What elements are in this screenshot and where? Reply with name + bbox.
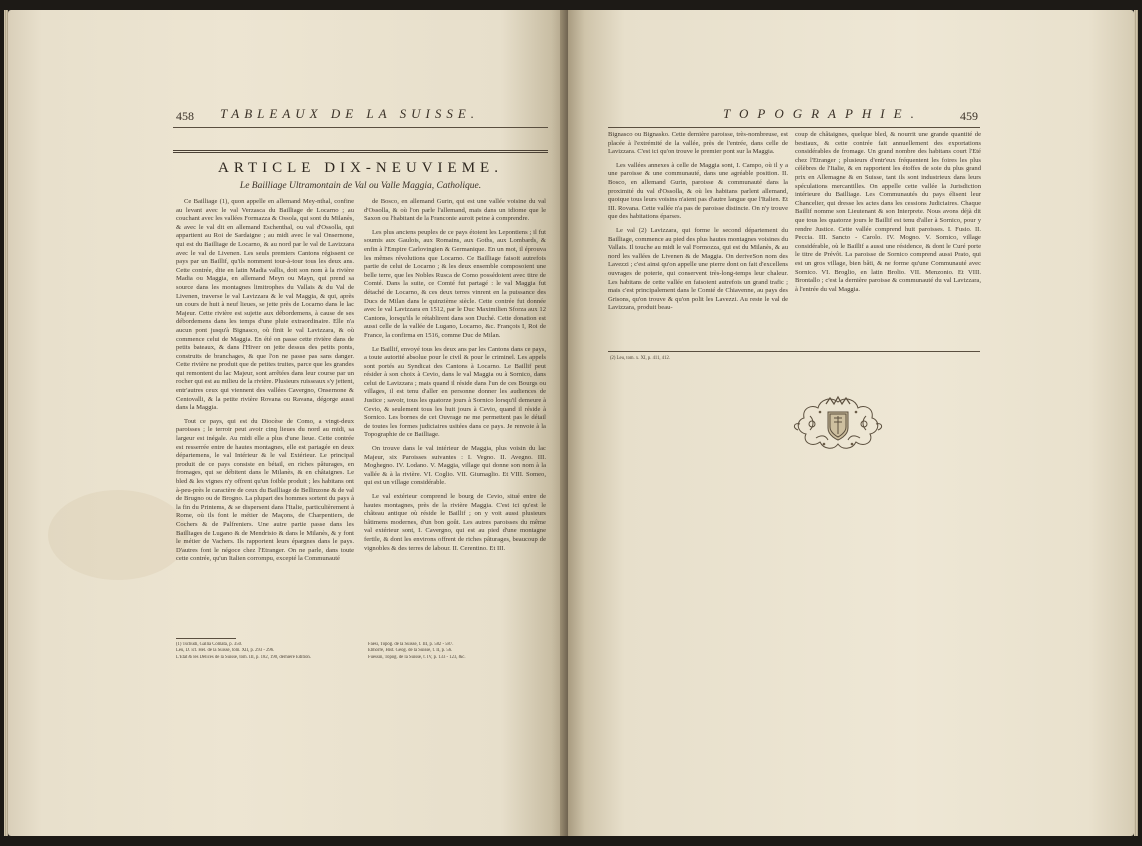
left-folio: 458 bbox=[176, 109, 194, 123]
paragraph: Bignasco ou Bignasko. Cette dernière paroisse, très-nombreuse, est placée à l'extrémité de la vallée, près de l'entrée, dans celle de Lavizzara. C'est ici qu'on trouve le premier pont sur la Maggia. bbox=[608, 131, 788, 156]
left-footnotes-1 bbox=[176, 642, 354, 661]
left-footnote-rule bbox=[176, 638, 236, 639]
footnote: (1) Tschudi, Gallia Comata, p. 350. bbox=[176, 642, 243, 647]
right-footnote: (2) Leu, tom. x. XI, p. 411, 412. bbox=[610, 356, 670, 361]
paragraph: Les plus anciens peuples de ce pays étoient les Lepontiens ; il fut soumis aux Gaulois, aux Romains, aux Goths, aux Lombards, & enfin à l'Empire Carlovingien & Germanique. En un mot, il éprouva les mêmes révolutions que Locarno. Ce Bailliage faisoit autrefois partie de celui de Locarno ; & les deux ensemble composoient une belle terre, que les Nobles Rusca de Como possédoient avec titre de Comté. Dans la suite, ce Comté fut partagé : le val Maggia fut détaché de Locarno, & ces deux terres vinrent en la puissance des Ducs de Milan dans le quinzième siècle. Cette contrée fut donnée avec le val Lavizzara en 1512, par le Duc Maximilien Sforza aux 12 Cantons, lorsqu'ils le rétablirent dans son Duché. Cette donation est aussi celle de la vallée de Lugano, Locarno, &c. François I, Roi de France, la confirma en 1516, comme Duc de Milan. bbox=[364, 228, 546, 339]
footnote: Ebhorre, Hist. Géog. de la Suisse, t. II, p. 56. bbox=[368, 648, 453, 654]
footnote: L'Etat & les Délices de la Suisse, tom. III, p. 182, 190, dernière Edition. bbox=[176, 654, 311, 660]
paragraph: de Bosco, en allemand Gurin, qui est une vallée voisine du val d'Ossolla, & où l'on parle l'allemand, mais dans un idiome que le Saxon ou l'habitant de la Franconie auroit peine à comprendre. bbox=[364, 198, 546, 223]
paragraph: Ce Bailliage (1), quon appelle en allemand Mey-nthal, confine au levant avec le val Verzasca du Bailliage de Locarno ; au couchant avec les vallées Formazza & Ossola, qui sont du Milanès, & avec le val dit en allemand Eschenthal, ou val d'Ossolla, qui appartient au Roi de Sardaigne ; au midi avec le val Onsernone, qui est du Bailliage de Locarno, & au nord par le val de Lavizzara avec le val de Livenen. Les seuls premiers Cantons régissent ce pays par un Baillif, qu'ils nomment tour-à-tour tous les deux ans. Cette contrée, dite en latin Madia vallis, doit son nom à la rivière Madia ou Maggia, en allemand Meyn ou Mayn, qui prend sa source dans les montagnes limitrophes du Vallais & du Val de Livenen, traverse le val Lavizzara & le val Maggia, & qui, après un cours de huit à neuf lieues, se jette près de Locarno dans le lac Majeur. Cette rivière est sujette aux débordemens, à cause de ses débordemens dans les temps d'une pluie extraordinaire. Elle n'a aucun pont jusqu'à Bignasco, où finit le val Lavizzara, & où commence celui de Maggia. En été on passe cette rivière dans de petits bateaux, & dans l'Hiver on jette dessus des petits ponts, construits de branchages, & que l'on ne passe pas sans danger. Cette rivière ne produit que de petites truites, parce que les grandes qui remontent du lac Majeur, sont arrêtées dans leur course par un rocher qui est au milieu de la rivière. Plusieurs ruisseaux s'y jettent, entr'autres ceux qui viennent des vallées Cavergno, Onsernone & Centovalli, & la petite rivière Rovana ou Ravana, dégorge aussi dans la Maggia. bbox=[176, 198, 354, 412]
paragraph: Les vallées annexes à celle de Maggia sont, I. Campo, où il y a une paroisse & une communauté, dans une agréable position. II. Bosco, en allemand Gurin, paroisse & communauté dans la proximité du val d'Ossolla, & où les habitans parlent allemand, quoique tous leurs voisins n'aient pas d'autre langue que l'Italien. Et III. Rovana. Cette vallée n'a pas de paroisse distincte. On n'y trouve que des habitations éparses. bbox=[608, 161, 788, 221]
paragraph: Tout ce pays, qui est du Diocèse de Como, a vingt-deux paroisses ; le terroir peut avoir cinq lieues du nord au midi, sa largeur est inégale. Au midi elle a plus d'une lieue. Cette contrée est resserrée entre de hautes montagnes, elle est partagée en deux départemens, le val Intérieur & le val Extérieur. Le principal produit de ce pays consiste en bétail, en riches pâturages, en fromages, qui se débitent dans le Milanès, & en châtaignes. Le bled & les vignes n'y offrent qu'un foible produit ; les habitans ont à-peu-près le caractère de ceux du Bailliage de Bellinzone & de val de Brugno ou de Brogno. La plupart des hommes sortent du pays à la fin du Printems, & se dispersent dans l'Italie, particulièrement à Rome, où ils font le métier de Maçons, de Charpentiers, de Cochers & de Palfreniers. Une autre partie passe dans les Bailliages de Lugano & de Mendrisio & dans le Milanès, & y font le métier de Vachers. Ils rapportent leurs épargnes dans le pays. D'autres font le négoce chez l'Etranger. On ne parle, dans toute cette contrée, qu'un Italien corrompu, excepté la Communauté bbox=[176, 417, 354, 563]
heraldic-vignette bbox=[790, 394, 886, 456]
right-head-rule bbox=[608, 127, 980, 128]
right-column-2 bbox=[795, 131, 981, 346]
article-title: ARTICLE DIX-NEUVIEME. bbox=[218, 160, 503, 176]
left-footnotes-2 bbox=[368, 642, 546, 661]
left-page bbox=[8, 10, 568, 836]
right-folio: 459 bbox=[960, 109, 978, 123]
footnote: Fuessin, Topog. de la Suisse, t. IV, p. 133 - 123, &c. bbox=[368, 654, 466, 660]
paragraph: On trouve dans le val intérieur de Maggia, plus voisin du lac Majeur, six Paroisses suivantes : I. Vegno. II. Avegno. III. Moghegno. IV. Lodano. V. Maggia, village qui donne son nom à la vallée & à la rivière. VI. Coglio. VII. Giumaglio. Et VIII. Someo, qui est un village considérable. bbox=[364, 445, 546, 487]
right-page-edge bbox=[1134, 10, 1138, 836]
footnote: Faesi, Topog. de la Suisse, t. III, p. 582 - 587. bbox=[368, 642, 454, 647]
paragraph: Le val (2) Lavizzara, qui forme le second département du Bailliage, commence au pied des plus hautes montagnes voisines du Vallais. Il touche au midi le val Formozza, qui est du Milanès, & au nord les vallées de Livenen & de Maggia. On deriveSon nom des Lavezzi ; c'est ainsi qu'on appelle une pierre dont on fait d'excellens ouvrages de poterie, qui conservent très-long-temps leur chaleur. Les habitans de cette vallée en faisoient autrefois un grand trafic ; mais c'est principalement dans le Comté de Chiavenne, au pays des Grisons, qu'on trouve & qu'on polit les Lavezzi. Au reste le val de Lavizzara, produit beau- bbox=[608, 226, 788, 312]
left-title-rule bbox=[173, 150, 548, 153]
right-footnote-rule bbox=[608, 351, 980, 352]
left-column-2 bbox=[364, 198, 546, 628]
paragraph: Le Baillif, envoyé tous les deux ans par les Cantons dans ce pays, a toute autorité absolue pour le civil & pour le criminel. Les appels sont portés au Syndicat des Cantons à Locarno. Le Baillif peut résider à son choix à Cevio, dans le val Maggia ou à Sornico, dans celui de Lavizzara ; mais quand il réside dans l'un de ces Bourgs ou villages, il est tenu d'aller en personne donner les audiences de Justice ; savoir, tous les quatorze jours à Sornico lorsqu'il demeure à Cevio, & seulement tous les huit jours à Cevio, quand il réside à Sornico. Les bornes de cet Ouvrage ne me permettent pas le détail de toutes les formes judiciaires usitées dans ce pays. Je renvoie à la Topographie de ce Bailliage. bbox=[364, 345, 546, 439]
paragraph: coup de châtaignes, quelque bled, & nourrit une grande quantité de bestiaux, & cette contrée fait annuellement des exportations considérables de fromage. Un grand nombre des habitans court l'Eté chez l'Etranger ; plusieurs d'entr'eux fréquentent les foires les plus célèbres de l'Italie, & en rapportent les étoffes de soie du plus grand prix en Allemagne & en Suisse, tant ils sont industrieux dans leurs spéculations mercantilles. On appelle cette vallée la Jurisdiction intérieure du Bailliage. Les Communautés du pays élisent leur Chancelier, qui dresse les actes dans les cessions Judiciaires. Chaque Baillif nomme son Lieutenant & son Interprete. Nous avons déjà dit que tous les quatorze jours le Baillif est tenu d'aller à Sornico, pour y rendre Justice. Cette vallée comprend huit paroisses. I. Fusio. II. Peccia. III. Sancto - Carolo. IV. Mogno. V. Sornico, village considérable, où le Baillif a aussi une résidence, & dont le Curé porte le titre de Prévôt. La paroisse de Sornico comprend aussi Prato, qui est un gros village, bien bâti, & ne forme qu'une Communauté avec Sornico. VI. Broglio, en latin Brolio. VII. Menzonio. Et VIII. Brontallo ; c'est la dernière paroisse & communauté du val Lavizzara, à l'entrée du val Maggia. bbox=[795, 131, 981, 293]
left-column-1 bbox=[176, 198, 354, 628]
left-running-head: TABLEAUX DE LA SUISSE. bbox=[220, 106, 480, 121]
article-subtitle: Le Bailliage Ultramontain de Val ou Valle Maggia, Catholique. bbox=[239, 181, 482, 191]
right-running-head: TOPOGRAPHIE. bbox=[723, 106, 923, 121]
footnote: Leu, D. ict. Hel. de la Suisse, tom. XII, p. 293 - 296. bbox=[176, 648, 275, 654]
paragraph: Le val extérieur comprend le bourg de Cevio, situé entre de hautes montagnes, près de la rivière Maggia. C'est ici qu'est le château antique où réside le Baillif ; on y voit aussi plusieurs bâtimens modernes, d'un bon goût. Les autres paroisses du même val extérieur sont, I. Cavergno, qui est au pied d'une montagne fertile, & dont les environs offrent de riches pâturages, beaucoup de vignobles & des terres de labour. II. Cerentino. Et III. bbox=[364, 493, 546, 552]
right-column-1 bbox=[608, 131, 788, 346]
right-page bbox=[568, 10, 1134, 836]
left-head-rule bbox=[173, 127, 548, 128]
